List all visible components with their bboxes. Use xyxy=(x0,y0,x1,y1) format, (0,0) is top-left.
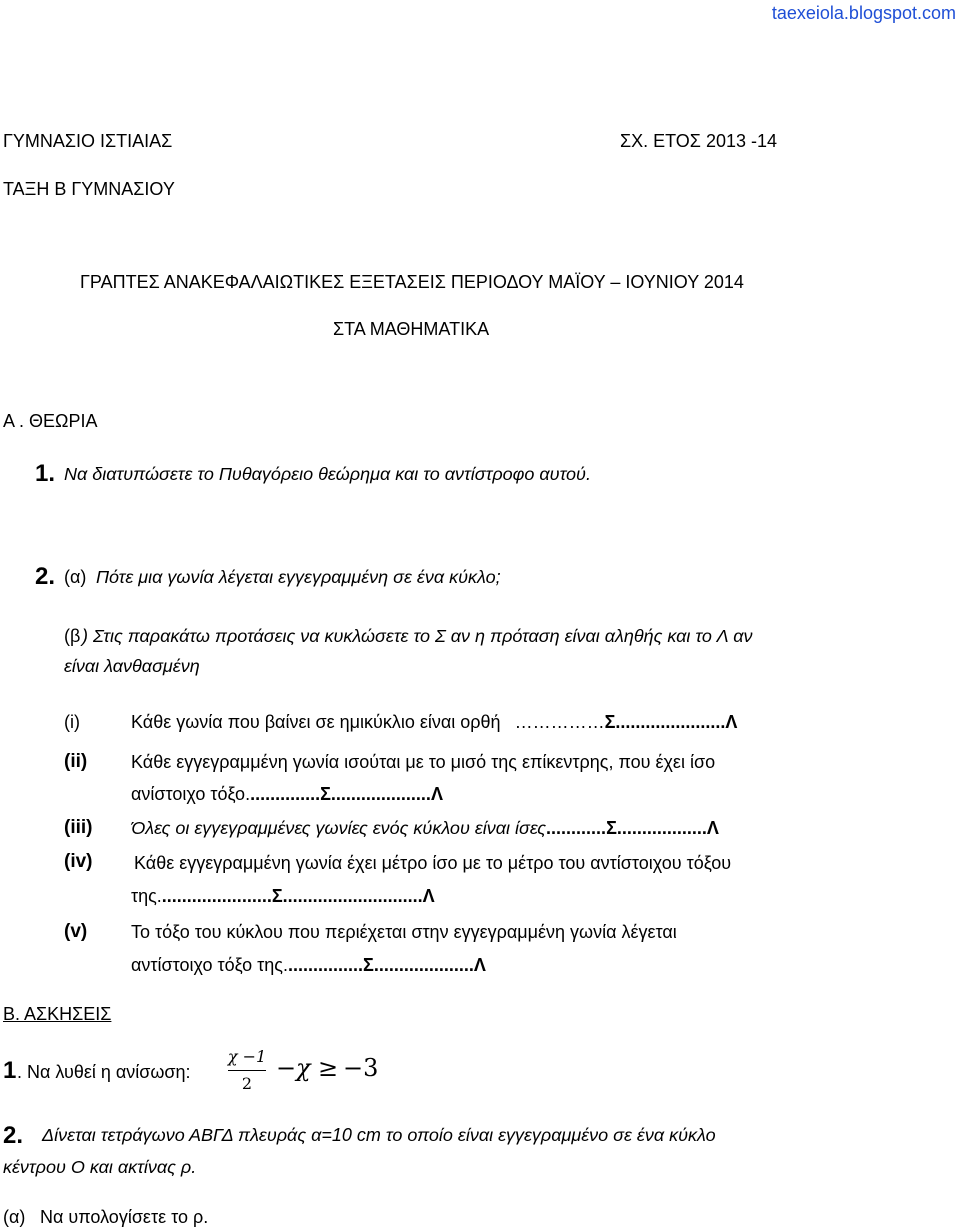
e2-number: 2. xyxy=(3,1122,24,1149)
statement-line: Όλες οι εγγεγραμμένες γωνίες ενός κύκλου είναι ίσες xyxy=(131,818,547,838)
statement-line: της. xyxy=(131,886,162,906)
e2-part-a-label: (α) xyxy=(3,1207,26,1227)
e2-line1: Δίνεται τετράγωνο ΑΒΓΔ πλευράς α=10 cm το οποίο είναι εγγεγραμμένο σε ένα κύκλο xyxy=(42,1125,716,1145)
true-option[interactable]: Σ xyxy=(320,784,331,804)
statement-label: (ii) xyxy=(64,751,88,772)
statement-dots: .................... xyxy=(373,955,474,975)
statement-dots: .................... xyxy=(330,784,431,804)
fraction-bar xyxy=(228,1070,266,1071)
greater-equal-sign: ≥ xyxy=(318,1054,339,1082)
statement-dots: ............................ xyxy=(282,886,423,906)
q2-part-b-label: (β xyxy=(64,626,81,646)
statement-label: (iii) xyxy=(64,817,93,838)
exam-title: ΓΡΑΠΤΕΣ ΑΝΑΚΕΦΑΛΑΙΩΤΙΚΕΣ ΕΞΕΤΑΣΕΙΣ ΠΕΡΙΟΔΟΥ ΜΑΪΟΥ – ΙΟΥΝΙΟΥ 2014 xyxy=(80,272,744,292)
q1-text: Να διατυπώσετε το Πυθαγόρειο θεώρημα και το αντίστροφο αυτού. xyxy=(64,464,591,484)
q2-part-b-text-line2: είναι λανθασμένη xyxy=(64,656,200,676)
school-name: ΓΥΜΝΑΣΙΟ ΙΣΤΙΑΙΑΣ xyxy=(3,131,173,151)
false-option[interactable]: Λ xyxy=(430,784,443,804)
false-option[interactable]: Λ xyxy=(473,955,486,975)
q2-part-a-label: (α) xyxy=(64,567,87,587)
q2-part-b-text-line1: ) Στις παρακάτω προτάσεις να κυκλώσετε το Σ αν η πρόταση είναι αληθής και το Λ αν xyxy=(82,626,753,646)
statement-label: (iv) xyxy=(64,851,93,872)
e2-part-a-text: Να υπολογίσετε το ρ. xyxy=(40,1207,209,1227)
true-option[interactable]: Σ xyxy=(363,955,374,975)
statement-line: Κάθε εγγεγραμμένη γωνία έχει μέτρο ίσο με το μέτρο του αντίστοιχου τόξου xyxy=(134,853,732,873)
theory-heading: Α . ΘΕΩΡΙΑ xyxy=(3,411,98,431)
statement-line: Κάθε εγγεγραμμένη γωνία ισούται με το μισό της επίκεντρης, που έχει ίσο xyxy=(131,752,716,772)
true-option[interactable]: Σ xyxy=(604,712,616,732)
exercises-heading: Β. ΑΣΚΗΣΕΙΣ xyxy=(3,1004,112,1024)
e1-text: . Να λυθεί η ανίσωση: xyxy=(17,1062,191,1082)
false-option[interactable]: Λ xyxy=(422,886,435,906)
watermark-link[interactable]: taexeiola.blogspot.com xyxy=(771,3,956,23)
e2-line2: κέντρου Ο και ακτίνας ρ. xyxy=(3,1157,197,1177)
exam-subject: ΣΤΑ ΜΑΘΗΜΑΤΙΚΑ xyxy=(333,319,490,339)
inequality-rhs: −3 xyxy=(343,1054,379,1082)
statement-text xyxy=(131,886,435,907)
statement-line: αντίστοιχο τόξο της. xyxy=(131,955,288,975)
statement-dots: …………… xyxy=(514,712,605,732)
statement-dots: ...................... xyxy=(161,886,272,906)
statement-dots: ...................... xyxy=(615,712,726,732)
school-year: ΣΧ. ΕΤΟΣ 2013 -14 xyxy=(620,131,777,151)
false-option[interactable]: Λ xyxy=(706,818,719,838)
statement-text xyxy=(131,784,443,805)
q1-number: 1. xyxy=(35,460,56,487)
fraction-numerator: χ −1 xyxy=(227,1047,267,1066)
minus-sign: − xyxy=(276,1054,297,1082)
statement-dots: .............. xyxy=(250,784,321,804)
statement-label: (v) xyxy=(64,921,88,942)
statement-line: ανίστοιχο τόξο. xyxy=(131,784,251,804)
statement-text xyxy=(131,712,737,733)
statement-text xyxy=(131,818,719,839)
statement-line: Κάθε γωνία που βαίνει σε ημικύκλιο είναι ορθή xyxy=(131,712,501,732)
fraction-denominator: 2 xyxy=(241,1074,253,1093)
statement-dots: ............ xyxy=(546,818,607,838)
class-name: ΤΑΞΗ Β ΓΥΜΝΑΣΙΟΥ xyxy=(3,179,175,199)
e1-number: 1 xyxy=(3,1057,17,1084)
false-option[interactable]: Λ xyxy=(725,712,738,732)
statement-dots: .................. xyxy=(616,818,707,838)
true-option[interactable]: Σ xyxy=(606,818,617,838)
variable-x: χ xyxy=(296,1054,311,1082)
statement-label: (i) xyxy=(64,712,80,732)
true-option[interactable]: Σ xyxy=(271,886,283,906)
statement-line: Το τόξο του κύκλου που περιέχεται στην εγγεγραμμένη γωνία λέγεται xyxy=(131,922,677,942)
statement-text xyxy=(131,955,486,976)
q2-part-a-text: Πότε μια γωνία λέγεται εγγεγραμμένη σε ένα κύκλο; xyxy=(96,567,501,587)
statement-dots: ............... xyxy=(287,955,363,975)
q2-number: 2. xyxy=(35,563,56,590)
